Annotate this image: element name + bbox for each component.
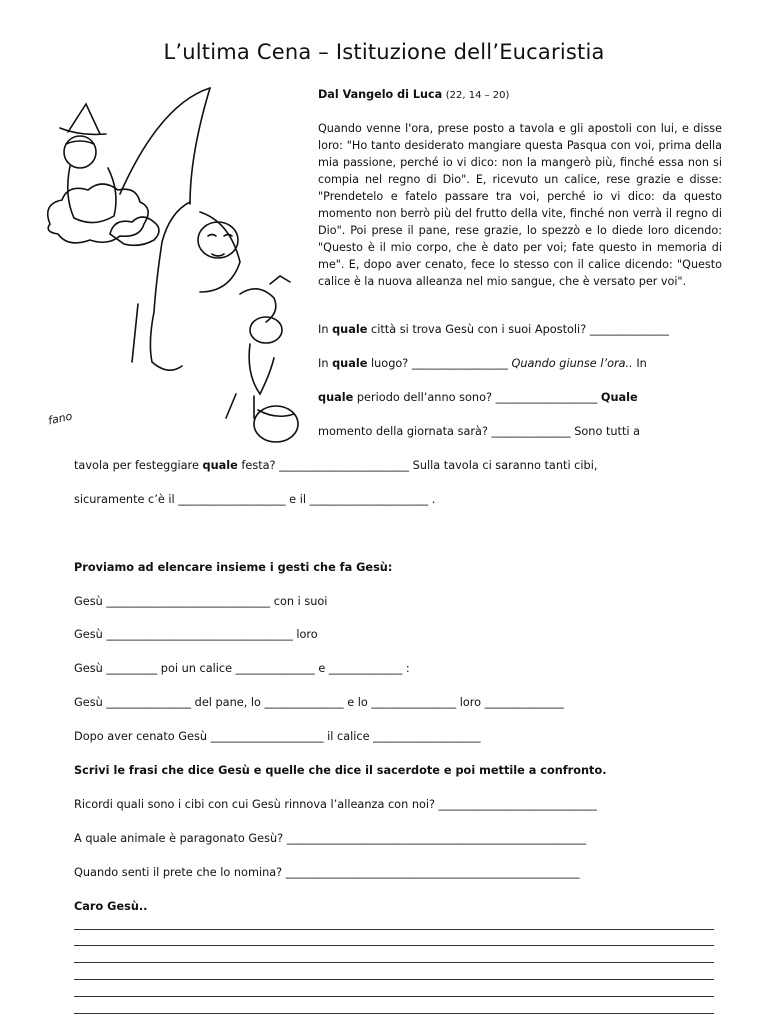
question-moment — [318, 425, 640, 438]
compare-question-3: Quando senti il prete che lo nomina? ____________________________________________________ — [74, 866, 580, 879]
q1-text-a: In — [318, 323, 333, 336]
q3-bold-c: Quale — [600, 391, 638, 404]
page-title: L’ultima Cena – Istituzione dell’Eucaristia — [163, 40, 605, 64]
writing-line — [74, 929, 714, 930]
gospel-reference: (22, 14 – 20) — [445, 90, 510, 101]
gesture-line-4: Gesù _______________ del pane, lo ______________ e lo _______________ loro ______________ — [74, 696, 564, 709]
writing-line — [74, 1013, 714, 1014]
q2-italic: Quando giunse l’ora.. — [511, 357, 633, 370]
q2-text-a: In — [318, 357, 333, 370]
illustration-signature: fano — [46, 409, 74, 428]
gesture-line-3: Gesù _________ poi un calice ______________ e _____________ : — [74, 662, 410, 675]
question-city — [318, 323, 669, 336]
question-place — [318, 357, 647, 370]
gesture-line-5: Dopo aver cenato Gesù ____________________ il calice ___________________ — [74, 730, 481, 743]
q5-text-c: festa? _______________________ Sulla tavola ci saranno tanti cibi, — [237, 459, 598, 472]
gospel-text: Quando venne l'ora, prese posto a tavola e gli apostoli con lui, e disse loro: "Ho tanto desiderato mangiare questa Pasqua con voi, prima della mia passione, perché io vi dico: non la mangerò più, finché essa non si compia nel regno di Dio". E, ricevuto un calice, rese grazie e disse: "Prendetelo e fatelo passare tra voi, perché io vi dico: da questo momento non berrò più del frutto della vite, finché non verrà il regno di Dio". Poi prese il pane, rese grazie, lo spezzò e lo diede loro dicendo: "Questo è il mio corpo, che è dato per voi; fate questo in memoria di me". E, dopo aver cenato, fece lo stesso con il calice dicendo: "Questo calice è la nuova alleanza nel mio sangue, che è versato per voi". — [318, 122, 722, 288]
q2-text-e: In — [632, 357, 647, 370]
question-foods — [74, 493, 435, 506]
question-feast — [74, 459, 597, 472]
gesture-line-1: Gesù _____________________________ con i suoi — [74, 595, 328, 608]
writing-line — [74, 945, 714, 946]
writing-line — [74, 962, 714, 963]
writing-line — [74, 996, 714, 997]
cartoon-illustration — [40, 84, 315, 444]
gesture-line-2: Gesù _________________________________ loro — [74, 628, 318, 641]
q5-text-a: tavola per festeggiare — [74, 459, 203, 472]
letter-heading: Caro Gesù.. — [74, 900, 148, 913]
q3-text-b: periodo dell’anno sono? __________________ — [353, 391, 601, 404]
q1-text-c: città si trova Gesù con i suoi Apostoli? ______________ — [367, 323, 669, 336]
compare-question-2: A quale animale è paragonato Gesù? _____________________________________________________ — [74, 832, 587, 845]
q1-bold: quale — [332, 323, 368, 336]
compare-question-1: Ricordi quali sono i cibi con cui Gesù rinnova l’alleanza con noi? ____________________________ — [74, 798, 597, 811]
q4-text: momento della giornata sarà? ______________ Sono tutti a — [318, 425, 641, 438]
q3-bold-a: quale — [318, 391, 354, 404]
q6-text: sicuramente c’è il ___________________ e il _____________________ . — [74, 493, 436, 506]
compare-heading: Scrivi le frasi che dice Gesù e quelle che dice il sacerdote e poi mettile a confronto. — [74, 764, 607, 777]
gestures-heading: Proviamo ad elencare insieme i gesti che fa Gesù: — [74, 561, 393, 574]
gospel-heading-line — [318, 88, 722, 101]
q5-bold: quale — [202, 459, 238, 472]
gospel-heading: Dal Vangelo di Luca — [318, 88, 443, 101]
writing-line — [74, 979, 714, 980]
question-period — [318, 391, 638, 404]
q2-text-c: luogo? _________________ — [367, 357, 512, 370]
q2-bold: quale — [332, 357, 368, 370]
